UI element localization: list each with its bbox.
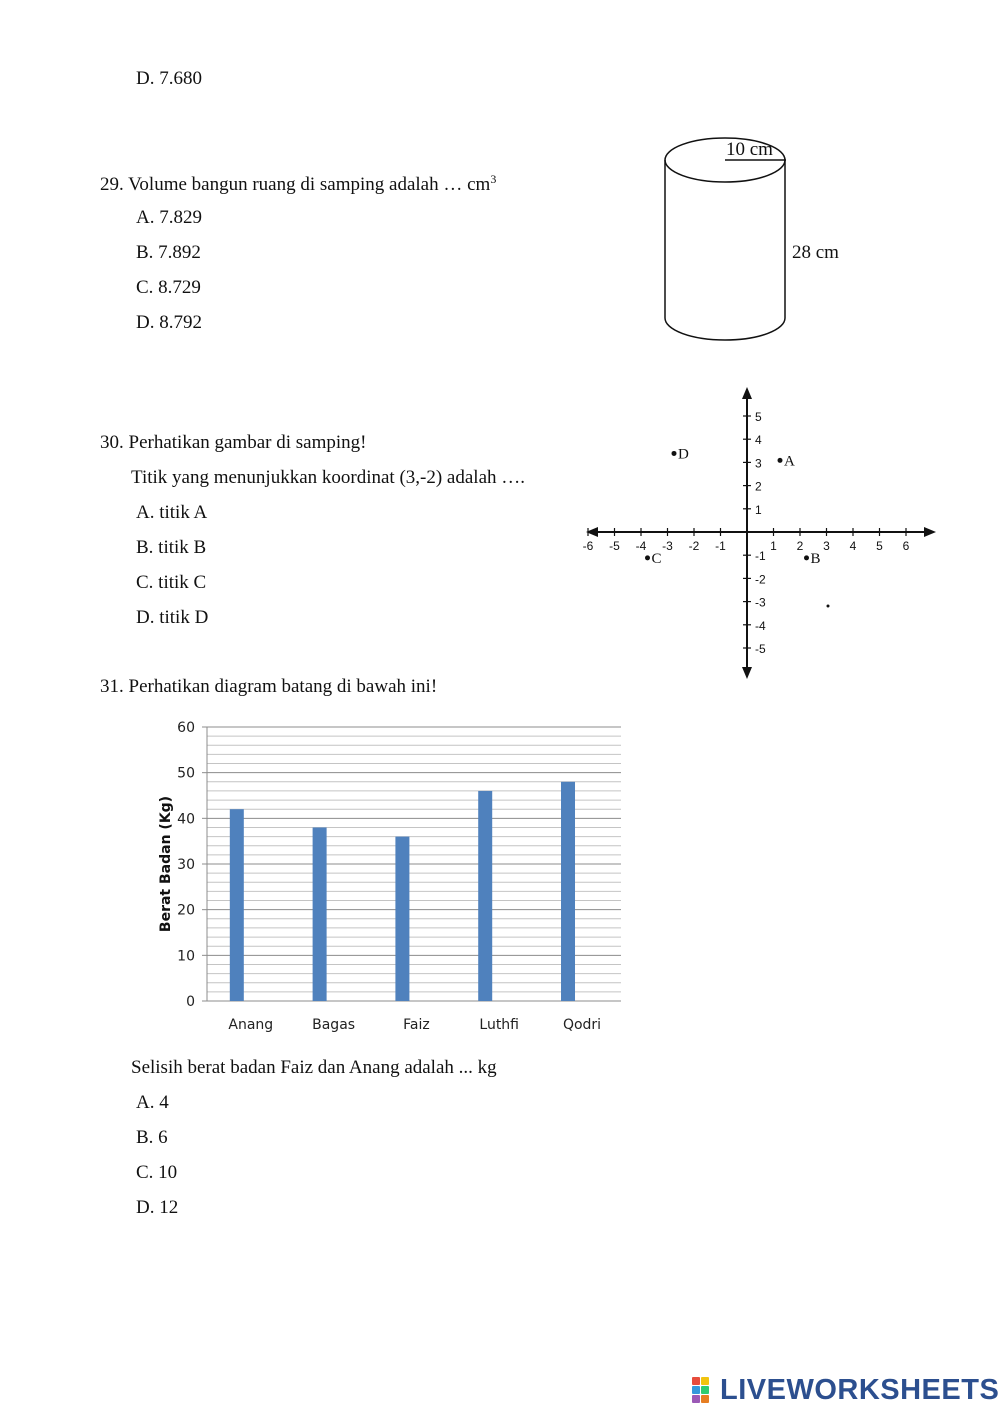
q30-option-a[interactable]: A. titik A <box>136 502 208 523</box>
x-tick-label: 5 <box>876 539 883 553</box>
y-tick-label: -3 <box>755 595 766 610</box>
q30-prompt: Titik yang menunjukkan koordinat (3,-2) adalah …. <box>131 467 526 488</box>
bar-luthfi <box>478 791 492 1001</box>
q29-option-b[interactable]: B. 7.892 <box>136 242 201 263</box>
q31-option-c[interactable]: C. 10 <box>136 1162 178 1183</box>
y-tick-label: 2 <box>755 479 762 494</box>
chart-y-tick-label: 30 <box>177 857 195 873</box>
cylinder-radius-label: 10 cm <box>726 139 773 160</box>
point-b-dot <box>804 555 809 560</box>
q30-option-c[interactable]: C. titik C <box>136 572 207 593</box>
y-tick-label: -2 <box>755 572 766 587</box>
chart-y-tick-label: 20 <box>177 902 195 919</box>
q29-exponent: 3 <box>490 172 497 186</box>
y-tick-label: 3 <box>755 456 762 471</box>
liveworksheets-logo[interactable] <box>690 1374 999 1406</box>
point-d-label: D <box>678 446 689 463</box>
y-tick-label: -5 <box>755 642 766 656</box>
x-tick-label: -3 <box>662 539 673 553</box>
point-d-dot <box>672 451 677 456</box>
point-a-dot <box>778 458 783 463</box>
chart-category-label: Bagas <box>312 1017 356 1033</box>
point-a-label: A <box>784 453 795 470</box>
bar-faiz <box>395 837 409 1001</box>
stray-dot <box>827 605 830 608</box>
x-tick-label: 1 <box>770 539 777 553</box>
q31-option-a[interactable]: A. 4 <box>136 1092 169 1113</box>
logo-blocks-icon <box>690 1377 718 1403</box>
prev-option-d: D. 7.680 <box>136 68 202 89</box>
q29-option-d[interactable]: D. 8.792 <box>136 312 202 333</box>
bar-bagas <box>313 827 327 1001</box>
q29-question <box>100 173 496 194</box>
q30-option-d[interactable]: D. titik D <box>136 607 209 628</box>
x-axis-left-arrow <box>586 527 598 537</box>
y-tick-label: -1 <box>755 549 766 564</box>
q29-question-text: 29. Volume bangun ruang di samping adalah … cm <box>100 174 491 195</box>
x-tick-label: 6 <box>902 539 910 553</box>
q29-option-c[interactable]: C. 8.729 <box>136 277 201 298</box>
x-tick-label: 4 <box>849 539 857 553</box>
point-b-label: B <box>810 550 821 567</box>
cylinder-bottom <box>665 318 785 340</box>
chart-category-label: Luthfi <box>479 1017 520 1033</box>
y-axis-bottom-arrow <box>742 667 752 679</box>
y-tick-label: 4 <box>755 433 762 448</box>
chart-category-label: Anang <box>228 1017 274 1033</box>
x-tick-label: 2 <box>796 539 804 553</box>
bar-anang <box>230 809 244 1001</box>
point-c-dot <box>645 555 650 560</box>
q31-option-b[interactable]: B. 6 <box>136 1127 168 1148</box>
q30-option-b[interactable]: B. titik B <box>136 537 207 558</box>
logo-text: LIVEWORKSHEETS <box>720 1373 1000 1406</box>
q31-prompt: Selisih berat badan Faiz dan Anang adalah ... kg <box>131 1057 497 1078</box>
x-tick-label: -5 <box>609 539 620 553</box>
point-c-label: C <box>651 550 662 567</box>
chart-category-label: Qodri <box>562 1017 602 1033</box>
x-tick-label: -2 <box>688 539 700 553</box>
q31-question: 31. Perhatikan diagram batang di bawah ini! <box>100 676 438 697</box>
x-axis-right-arrow <box>924 527 936 537</box>
chart-category-label: Faiz <box>403 1017 430 1033</box>
chart-y-tick-label: 60 <box>177 720 195 736</box>
q29-option-a[interactable]: A. 7.829 <box>136 207 202 228</box>
chart-y-tick-label: 10 <box>177 948 195 965</box>
x-tick-label: -4 <box>635 539 647 553</box>
y-tick-label: 1 <box>755 502 762 517</box>
q30-question: 30. Perhatikan gambar di samping! <box>100 432 367 453</box>
x-tick-label: -6 <box>582 539 594 553</box>
y-tick-label: -4 <box>755 618 766 633</box>
q31-option-d[interactable]: D. 12 <box>136 1197 179 1218</box>
cylinder-height-label: 28 cm <box>792 242 839 263</box>
chart-y-axis-title: Berat Badan (Kg) <box>158 795 174 933</box>
x-tick-label: -1 <box>715 539 726 553</box>
bar-qodri <box>561 782 575 1001</box>
y-tick-label: 5 <box>755 410 762 424</box>
y-axis-top-arrow <box>742 387 752 399</box>
chart-y-tick-label: 50 <box>177 765 195 782</box>
chart-y-tick-label: 40 <box>177 811 195 828</box>
chart-y-tick-label: 0 <box>186 994 195 1010</box>
x-tick-label: 3 <box>823 539 830 553</box>
